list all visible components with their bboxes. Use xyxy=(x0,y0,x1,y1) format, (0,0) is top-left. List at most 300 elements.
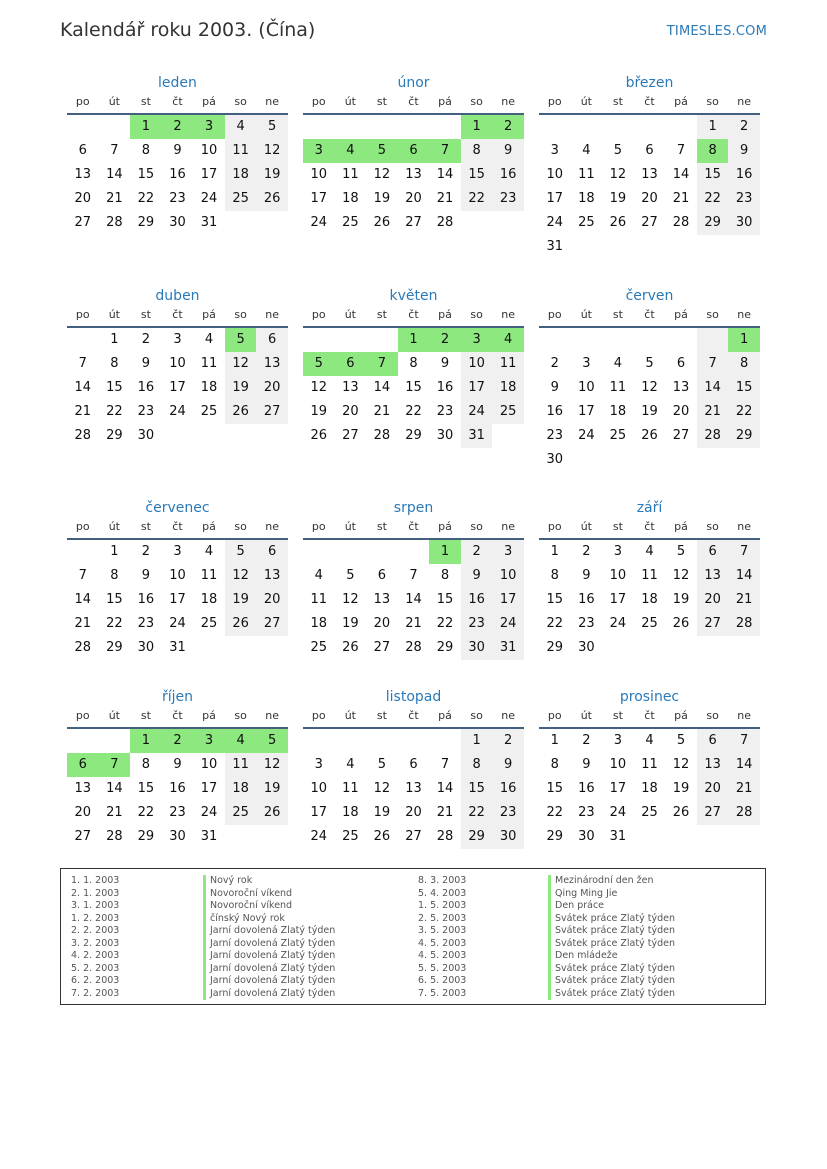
day-cell[interactable]: 16 xyxy=(492,163,524,187)
day-cell[interactable]: 8 xyxy=(141,757,151,772)
day-cell[interactable]: 18 xyxy=(342,805,359,820)
day-cell[interactable]: 21 xyxy=(728,588,760,612)
day-cell[interactable]: 4 xyxy=(314,568,323,583)
day-cell[interactable]: 9 xyxy=(461,564,493,588)
day-cell[interactable]: 8 xyxy=(550,568,559,583)
day-cell[interactable]: 30 xyxy=(578,829,595,844)
day-cell[interactable]: 5 xyxy=(225,328,257,352)
day-cell[interactable]: 29 xyxy=(106,428,123,443)
day-cell[interactable]: 12 xyxy=(609,167,627,182)
day-cell[interactable]: 9 xyxy=(582,568,591,583)
day-cell[interactable]: 13 xyxy=(342,380,359,395)
day-cell[interactable]: 8 xyxy=(110,356,119,371)
day-cell[interactable]: 6 xyxy=(377,568,387,583)
day-cell[interactable]: 7 xyxy=(99,753,131,777)
day-cell[interactable]: 1 xyxy=(550,544,559,559)
day-cell[interactable]: 7 xyxy=(78,356,87,371)
day-cell[interactable]: 23 xyxy=(169,805,186,820)
day-cell[interactable]: 22 xyxy=(697,187,729,211)
day-cell[interactable]: 30 xyxy=(137,428,155,443)
day-cell[interactable]: 12 xyxy=(256,753,288,777)
day-cell[interactable]: 20 xyxy=(74,191,92,206)
day-cell[interactable]: 30 xyxy=(169,829,186,844)
day-cell[interactable]: 27 xyxy=(405,215,422,230)
day-cell[interactable]: 31 xyxy=(546,239,564,254)
day-cell[interactable]: 24 xyxy=(461,400,493,424)
day-cell[interactable]: 25 xyxy=(200,616,218,631)
day-cell[interactable]: 22 xyxy=(546,805,564,820)
day-cell[interactable]: 7 xyxy=(110,143,119,158)
day-cell[interactable]: 28 xyxy=(106,215,123,230)
day-cell[interactable]: 12 xyxy=(225,564,257,588)
day-cell[interactable]: 17 xyxy=(169,592,186,607)
day-cell[interactable]: 21 xyxy=(728,777,760,801)
day-cell[interactable]: 15 xyxy=(106,380,123,395)
day-cell[interactable]: 24 xyxy=(578,428,595,443)
day-cell[interactable]: 14 xyxy=(405,592,422,607)
day-cell[interactable]: 21 xyxy=(436,191,454,206)
day-cell[interactable]: 25 xyxy=(641,805,658,820)
day-cell[interactable]: 13 xyxy=(697,564,729,588)
day-cell[interactable]: 25 xyxy=(578,215,595,230)
day-cell[interactable]: 5 xyxy=(256,729,288,753)
day-cell[interactable]: 7 xyxy=(78,568,87,583)
day-cell[interactable]: 24 xyxy=(310,215,328,230)
day-cell[interactable]: 31 xyxy=(492,636,524,660)
day-cell[interactable]: 9 xyxy=(492,139,524,163)
day-cell[interactable]: 21 xyxy=(106,191,123,206)
day-cell[interactable]: 30 xyxy=(492,825,524,849)
day-cell[interactable]: 5 xyxy=(645,356,654,371)
day-cell[interactable]: 26 xyxy=(672,616,690,631)
day-cell[interactable]: 22 xyxy=(461,801,493,825)
day-cell[interactable]: 19 xyxy=(225,376,257,400)
day-cell[interactable]: 21 xyxy=(74,404,92,419)
day-cell[interactable]: 13 xyxy=(672,380,690,395)
day-cell[interactable]: 8 xyxy=(110,568,119,583)
day-cell[interactable]: 24 xyxy=(169,616,186,631)
day-cell[interactable]: 12 xyxy=(373,167,391,182)
day-cell[interactable]: 16 xyxy=(578,781,595,796)
site-link[interactable]: TIMESLES.COM xyxy=(666,24,767,39)
day-cell[interactable]: 13 xyxy=(697,753,729,777)
day-cell[interactable]: 16 xyxy=(169,781,186,796)
day-cell[interactable]: 11 xyxy=(641,568,658,583)
day-cell[interactable]: 2 xyxy=(550,356,559,371)
day-cell[interactable]: 7 xyxy=(409,568,418,583)
day-cell[interactable]: 29 xyxy=(728,424,760,448)
day-cell[interactable]: 8 xyxy=(440,568,450,583)
day-cell[interactable]: 22 xyxy=(436,616,454,631)
day-cell[interactable]: 10 xyxy=(169,356,186,371)
day-cell[interactable]: 28 xyxy=(106,829,123,844)
day-cell[interactable]: 18 xyxy=(200,380,218,395)
day-cell[interactable]: 11 xyxy=(492,352,524,376)
day-cell[interactable]: 6 xyxy=(697,540,729,564)
day-cell[interactable]: 3 xyxy=(193,729,225,753)
day-cell[interactable]: 26 xyxy=(225,400,257,424)
day-cell[interactable]: 16 xyxy=(492,777,524,801)
day-cell[interactable]: 28 xyxy=(697,424,729,448)
day-cell[interactable]: 13 xyxy=(373,592,391,607)
day-cell[interactable]: 26 xyxy=(609,215,627,230)
day-cell[interactable]: 20 xyxy=(641,191,658,206)
day-cell[interactable]: 9 xyxy=(582,757,591,772)
day-cell[interactable]: 20 xyxy=(256,376,288,400)
day-cell[interactable]: 2 xyxy=(582,733,591,748)
day-cell[interactable]: 11 xyxy=(609,380,627,395)
day-cell[interactable]: 16 xyxy=(546,404,564,419)
day-cell[interactable]: 29 xyxy=(106,640,123,655)
day-cell[interactable]: 21 xyxy=(405,616,422,631)
day-cell[interactable]: 30 xyxy=(578,640,595,655)
day-cell[interactable]: 9 xyxy=(492,753,524,777)
day-cell[interactable]: 17 xyxy=(310,805,328,820)
day-cell[interactable]: 11 xyxy=(578,167,595,182)
day-cell[interactable]: 22 xyxy=(106,616,123,631)
day-cell[interactable]: 22 xyxy=(728,400,760,424)
day-cell[interactable]: 3 xyxy=(613,544,623,559)
day-cell[interactable]: 21 xyxy=(697,400,729,424)
day-cell[interactable]: 24 xyxy=(609,616,627,631)
day-cell[interactable]: 4 xyxy=(204,544,214,559)
day-cell[interactable]: 6 xyxy=(335,352,367,376)
day-cell[interactable]: 27 xyxy=(342,428,359,443)
day-cell[interactable]: 26 xyxy=(256,187,288,211)
day-cell[interactable]: 21 xyxy=(373,404,391,419)
day-cell[interactable]: 21 xyxy=(106,805,123,820)
day-cell[interactable]: 15 xyxy=(546,592,564,607)
day-cell[interactable]: 5 xyxy=(303,352,335,376)
day-cell[interactable]: 20 xyxy=(256,588,288,612)
day-cell[interactable]: 8 xyxy=(409,356,418,371)
day-cell[interactable]: 12 xyxy=(373,781,391,796)
day-cell[interactable]: 28 xyxy=(373,428,391,443)
day-cell[interactable]: 21 xyxy=(74,616,92,631)
day-cell[interactable]: 8 xyxy=(141,143,151,158)
day-cell[interactable]: 10 xyxy=(609,568,627,583)
day-cell[interactable]: 28 xyxy=(74,640,92,655)
day-cell[interactable]: 20 xyxy=(405,805,422,820)
day-cell[interactable]: 29 xyxy=(137,829,155,844)
day-cell[interactable]: 2 xyxy=(141,544,151,559)
day-cell[interactable]: 1 xyxy=(130,729,162,753)
day-cell[interactable]: 23 xyxy=(728,187,760,211)
day-cell[interactable]: 18 xyxy=(492,376,524,400)
day-cell[interactable]: 16 xyxy=(436,380,454,395)
day-cell[interactable]: 15 xyxy=(137,781,155,796)
day-cell[interactable]: 1 xyxy=(728,328,760,352)
day-cell[interactable]: 12 xyxy=(641,380,658,395)
day-cell[interactable]: 22 xyxy=(461,187,493,211)
day-cell[interactable]: 6 xyxy=(256,540,288,564)
day-cell[interactable]: 24 xyxy=(492,612,524,636)
day-cell[interactable]: 26 xyxy=(641,428,658,443)
day-cell[interactable]: 31 xyxy=(200,215,218,230)
day-cell[interactable]: 19 xyxy=(225,588,257,612)
day-cell[interactable]: 8 xyxy=(697,139,729,163)
day-cell[interactable]: 15 xyxy=(106,592,123,607)
day-cell[interactable]: 13 xyxy=(405,167,422,182)
day-cell[interactable]: 29 xyxy=(436,640,454,655)
day-cell[interactable]: 20 xyxy=(342,404,359,419)
day-cell[interactable]: 20 xyxy=(672,404,690,419)
day-cell[interactable]: 7 xyxy=(728,729,760,753)
day-cell[interactable]: 3 xyxy=(173,544,182,559)
day-cell[interactable]: 22 xyxy=(546,616,564,631)
day-cell[interactable]: 4 xyxy=(346,757,355,772)
day-cell[interactable]: 11 xyxy=(200,356,218,371)
day-cell[interactable]: 27 xyxy=(256,400,288,424)
day-cell[interactable]: 23 xyxy=(546,428,564,443)
day-cell[interactable]: 17 xyxy=(609,781,627,796)
day-cell[interactable]: 7 xyxy=(728,540,760,564)
day-cell[interactable]: 15 xyxy=(728,376,760,400)
day-cell[interactable]: 27 xyxy=(697,801,729,825)
day-cell[interactable]: 26 xyxy=(310,428,328,443)
day-cell[interactable]: 18 xyxy=(310,616,328,631)
day-cell[interactable]: 13 xyxy=(74,781,92,796)
day-cell[interactable]: 4 xyxy=(645,544,654,559)
day-cell[interactable]: 6 xyxy=(645,143,654,158)
day-cell[interactable]: 28 xyxy=(672,215,690,230)
day-cell[interactable]: 28 xyxy=(436,829,454,844)
day-cell[interactable]: 14 xyxy=(672,167,690,182)
day-cell[interactable]: 31 xyxy=(461,424,493,448)
day-cell[interactable]: 5 xyxy=(676,733,686,748)
day-cell[interactable]: 10 xyxy=(492,564,524,588)
day-cell[interactable]: 25 xyxy=(641,616,658,631)
day-cell[interactable]: 22 xyxy=(137,191,155,206)
day-cell[interactable]: 1 xyxy=(697,115,729,139)
day-cell[interactable]: 18 xyxy=(225,163,257,187)
day-cell[interactable]: 4 xyxy=(645,733,654,748)
day-cell[interactable]: 30 xyxy=(137,640,155,655)
day-cell[interactable]: 13 xyxy=(256,352,288,376)
day-cell[interactable]: 10 xyxy=(200,143,218,158)
day-cell[interactable]: 6 xyxy=(398,139,430,163)
day-cell[interactable]: 23 xyxy=(578,616,595,631)
day-cell[interactable]: 26 xyxy=(342,640,359,655)
day-cell[interactable]: 14 xyxy=(728,564,760,588)
day-cell[interactable]: 13 xyxy=(256,564,288,588)
day-cell[interactable]: 12 xyxy=(256,139,288,163)
day-cell[interactable]: 13 xyxy=(74,167,92,182)
day-cell[interactable]: 10 xyxy=(310,167,328,182)
day-cell[interactable]: 8 xyxy=(728,352,760,376)
day-cell[interactable]: 16 xyxy=(137,592,155,607)
day-cell[interactable]: 11 xyxy=(225,753,257,777)
day-cell[interactable]: 6 xyxy=(409,757,418,772)
day-cell[interactable]: 2 xyxy=(728,115,760,139)
day-cell[interactable]: 14 xyxy=(74,592,92,607)
day-cell[interactable]: 4 xyxy=(613,356,623,371)
day-cell[interactable]: 25 xyxy=(609,428,627,443)
day-cell[interactable]: 9 xyxy=(141,356,151,371)
day-cell[interactable]: 6 xyxy=(67,753,99,777)
day-cell[interactable]: 3 xyxy=(303,139,335,163)
day-cell[interactable]: 19 xyxy=(672,781,690,796)
day-cell[interactable]: 1 xyxy=(429,540,461,564)
day-cell[interactable]: 14 xyxy=(697,376,729,400)
day-cell[interactable]: 26 xyxy=(672,805,690,820)
day-cell[interactable]: 16 xyxy=(169,167,186,182)
day-cell[interactable]: 10 xyxy=(578,380,595,395)
day-cell[interactable]: 9 xyxy=(173,757,182,772)
day-cell[interactable]: 9 xyxy=(728,139,760,163)
day-cell[interactable]: 3 xyxy=(461,328,493,352)
day-cell[interactable]: 17 xyxy=(546,191,564,206)
day-cell[interactable]: 19 xyxy=(373,191,391,206)
day-cell[interactable]: 14 xyxy=(74,380,92,395)
day-cell[interactable]: 19 xyxy=(672,592,690,607)
day-cell[interactable]: 15 xyxy=(461,777,493,801)
day-cell[interactable]: 23 xyxy=(461,612,493,636)
day-cell[interactable]: 4 xyxy=(582,143,591,158)
day-cell[interactable]: 30 xyxy=(436,428,454,443)
day-cell[interactable]: 23 xyxy=(137,404,155,419)
day-cell[interactable]: 22 xyxy=(106,404,123,419)
day-cell[interactable]: 14 xyxy=(106,167,123,182)
day-cell[interactable]: 27 xyxy=(256,612,288,636)
day-cell[interactable]: 4 xyxy=(492,328,524,352)
day-cell[interactable]: 17 xyxy=(310,191,328,206)
day-cell[interactable]: 18 xyxy=(200,592,218,607)
day-cell[interactable]: 5 xyxy=(613,143,623,158)
day-cell[interactable]: 12 xyxy=(225,352,257,376)
day-cell[interactable]: 25 xyxy=(200,404,218,419)
day-cell[interactable]: 12 xyxy=(672,568,690,583)
day-cell[interactable]: 12 xyxy=(310,380,328,395)
day-cell[interactable]: 24 xyxy=(609,805,627,820)
day-cell[interactable]: 19 xyxy=(373,805,391,820)
day-cell[interactable]: 12 xyxy=(342,592,359,607)
day-cell[interactable]: 14 xyxy=(436,167,454,182)
day-cell[interactable]: 2 xyxy=(429,328,461,352)
day-cell[interactable]: 28 xyxy=(728,801,760,825)
day-cell[interactable]: 13 xyxy=(405,781,422,796)
day-cell[interactable]: 19 xyxy=(609,191,627,206)
day-cell[interactable]: 23 xyxy=(169,191,186,206)
day-cell[interactable]: 1 xyxy=(110,332,119,347)
day-cell[interactable]: 3 xyxy=(613,733,623,748)
day-cell[interactable]: 24 xyxy=(169,404,186,419)
day-cell[interactable]: 20 xyxy=(697,777,729,801)
day-cell[interactable]: 18 xyxy=(225,777,257,801)
day-cell[interactable]: 25 xyxy=(225,187,257,211)
day-cell[interactable]: 27 xyxy=(74,829,92,844)
day-cell[interactable]: 5 xyxy=(225,540,257,564)
day-cell[interactable]: 11 xyxy=(310,592,328,607)
day-cell[interactable]: 2 xyxy=(492,115,524,139)
day-cell[interactable]: 7 xyxy=(440,757,450,772)
day-cell[interactable]: 12 xyxy=(672,757,690,772)
day-cell[interactable]: 2 xyxy=(582,544,591,559)
day-cell[interactable]: 11 xyxy=(225,139,257,163)
day-cell[interactable]: 23 xyxy=(492,187,524,211)
day-cell[interactable]: 9 xyxy=(173,143,182,158)
day-cell[interactable]: 5 xyxy=(676,544,686,559)
day-cell[interactable]: 2 xyxy=(492,729,524,753)
day-cell[interactable]: 30 xyxy=(169,215,186,230)
day-cell[interactable]: 9 xyxy=(550,380,559,395)
day-cell[interactable]: 14 xyxy=(106,781,123,796)
day-cell[interactable]: 23 xyxy=(436,404,454,419)
day-cell[interactable]: 29 xyxy=(546,640,564,655)
day-cell[interactable]: 29 xyxy=(137,215,155,230)
day-cell[interactable]: 28 xyxy=(405,640,422,655)
day-cell[interactable]: 20 xyxy=(373,616,391,631)
day-cell[interactable]: 29 xyxy=(461,825,493,849)
day-cell[interactable]: 5 xyxy=(377,757,387,772)
day-cell[interactable]: 1 xyxy=(130,115,162,139)
day-cell[interactable]: 23 xyxy=(492,801,524,825)
day-cell[interactable]: 18 xyxy=(641,781,658,796)
day-cell[interactable]: 17 xyxy=(609,592,627,607)
day-cell[interactable]: 6 xyxy=(256,328,288,352)
day-cell[interactable]: 7 xyxy=(429,139,461,163)
day-cell[interactable]: 21 xyxy=(436,805,454,820)
day-cell[interactable]: 17 xyxy=(492,588,524,612)
day-cell[interactable]: 20 xyxy=(74,805,92,820)
day-cell[interactable]: 24 xyxy=(200,805,218,820)
day-cell[interactable]: 8 xyxy=(461,139,493,163)
day-cell[interactable]: 25 xyxy=(492,400,524,424)
day-cell[interactable]: 23 xyxy=(137,616,155,631)
day-cell[interactable]: 11 xyxy=(641,757,658,772)
day-cell[interactable]: 26 xyxy=(373,215,391,230)
day-cell[interactable]: 1 xyxy=(461,115,493,139)
day-cell[interactable]: 27 xyxy=(373,640,391,655)
day-cell[interactable]: 4 xyxy=(335,139,367,163)
day-cell[interactable]: 22 xyxy=(137,805,155,820)
day-cell[interactable]: 17 xyxy=(200,167,218,182)
day-cell[interactable]: 27 xyxy=(405,829,422,844)
day-cell[interactable]: 1 xyxy=(461,729,493,753)
day-cell[interactable]: 30 xyxy=(728,211,760,235)
day-cell[interactable]: 17 xyxy=(578,404,595,419)
day-cell[interactable]: 11 xyxy=(342,781,359,796)
day-cell[interactable]: 10 xyxy=(310,781,328,796)
day-cell[interactable]: 28 xyxy=(728,612,760,636)
day-cell[interactable]: 16 xyxy=(578,592,595,607)
day-cell[interactable]: 27 xyxy=(74,215,92,230)
day-cell[interactable]: 15 xyxy=(137,167,155,182)
day-cell[interactable]: 27 xyxy=(672,428,690,443)
day-cell[interactable]: 28 xyxy=(74,428,92,443)
day-cell[interactable]: 14 xyxy=(373,380,391,395)
day-cell[interactable]: 5 xyxy=(346,568,355,583)
day-cell[interactable]: 26 xyxy=(373,829,391,844)
day-cell[interactable]: 31 xyxy=(200,829,218,844)
day-cell[interactable]: 3 xyxy=(193,115,225,139)
day-cell[interactable]: 3 xyxy=(173,332,182,347)
day-cell[interactable]: 15 xyxy=(546,781,564,796)
day-cell[interactable]: 4 xyxy=(204,332,214,347)
day-cell[interactable]: 31 xyxy=(169,640,186,655)
day-cell[interactable]: 3 xyxy=(550,143,559,158)
day-cell[interactable]: 17 xyxy=(200,781,218,796)
day-cell[interactable]: 19 xyxy=(342,616,359,631)
day-cell[interactable]: 10 xyxy=(169,568,186,583)
day-cell[interactable]: 10 xyxy=(609,757,627,772)
day-cell[interactable]: 26 xyxy=(256,801,288,825)
day-cell[interactable]: 2 xyxy=(141,332,151,347)
day-cell[interactable]: 7 xyxy=(676,143,686,158)
day-cell[interactable]: 18 xyxy=(342,191,359,206)
day-cell[interactable]: 9 xyxy=(440,356,450,371)
day-cell[interactable]: 19 xyxy=(256,163,288,187)
